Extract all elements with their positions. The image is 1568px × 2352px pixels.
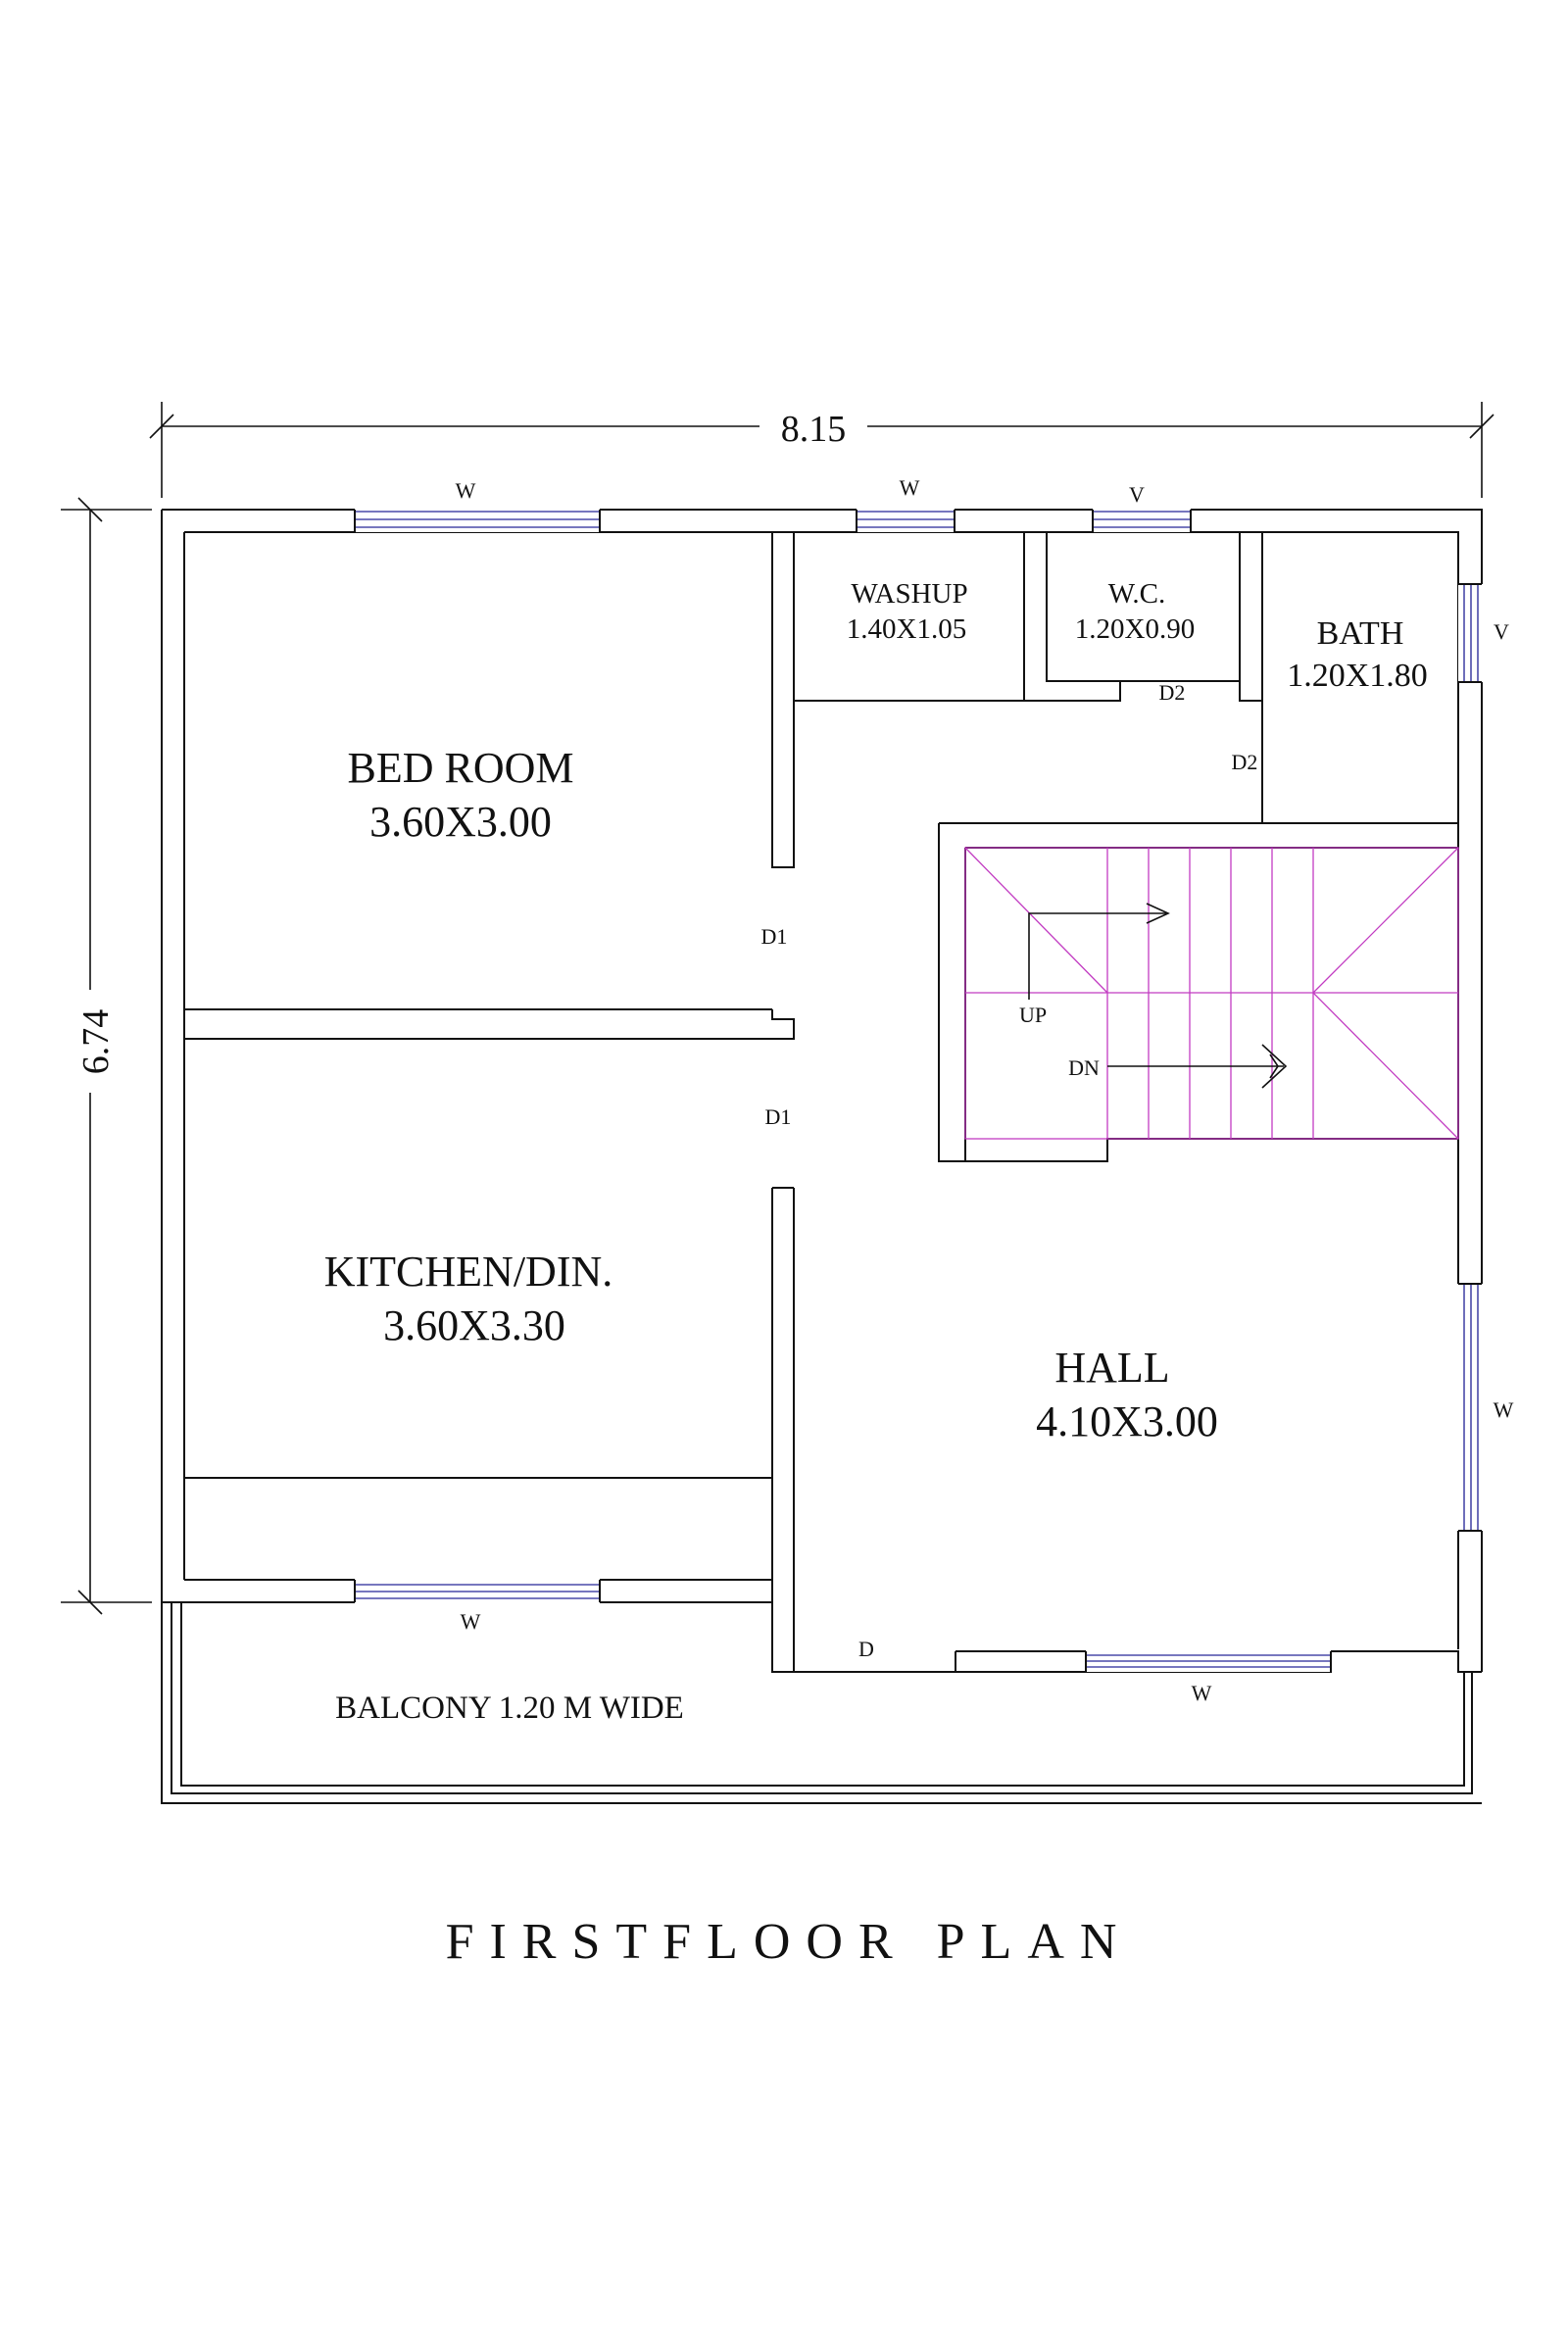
stair-down-label: DN [1068,1055,1100,1080]
wc-name: W.C. [1107,578,1166,610]
bedroom-size: 3.60X3.00 [369,798,552,846]
bedroom-name: BED ROOM [347,744,574,792]
ventilator-label-wc: V [1129,482,1145,507]
washup-size: 1.40X1.05 [846,613,967,645]
stair-up-label: UP [1018,1003,1048,1027]
door-label-bedroom: D1 [760,924,788,949]
bath-name: BATH [1316,615,1404,652]
width-dimension: 8.15 [780,409,847,450]
door-label-hall: D [858,1637,874,1661]
window-label-hall-right: W [1493,1397,1514,1422]
plan-title: FIRSTFLOOR PLAN [445,1914,1133,1970]
kitchen-name: KITCHEN/DIN. [323,1248,613,1296]
window-label-kitchen: W [460,1609,481,1634]
ventilator-label-bath: V [1494,619,1509,644]
window-label-washup: W [899,475,920,500]
hall-size: 4.10X3.00 [1036,1397,1218,1446]
staircase [965,848,1458,1139]
washup-name: WASHUP [851,578,968,610]
depth-dimension: 6.74 [75,1008,117,1075]
hall-name: HALL [1054,1344,1170,1392]
window-label-bedroom: W [455,478,476,503]
door-label-wc: D2 [1158,680,1186,705]
balcony-label: BALCONY 1.20 M WIDE [335,1690,684,1726]
door-label-kitchen: D1 [764,1104,792,1129]
door-label-bath: D2 [1231,750,1258,774]
bath-size: 1.20X1.80 [1287,658,1428,694]
walls [162,510,1482,1803]
wc-size: 1.20X0.90 [1074,613,1196,645]
kitchen-size: 3.60X3.30 [383,1301,565,1349]
dimension-lines [61,402,1494,1614]
window-label-hall-bottom: W [1191,1681,1212,1705]
